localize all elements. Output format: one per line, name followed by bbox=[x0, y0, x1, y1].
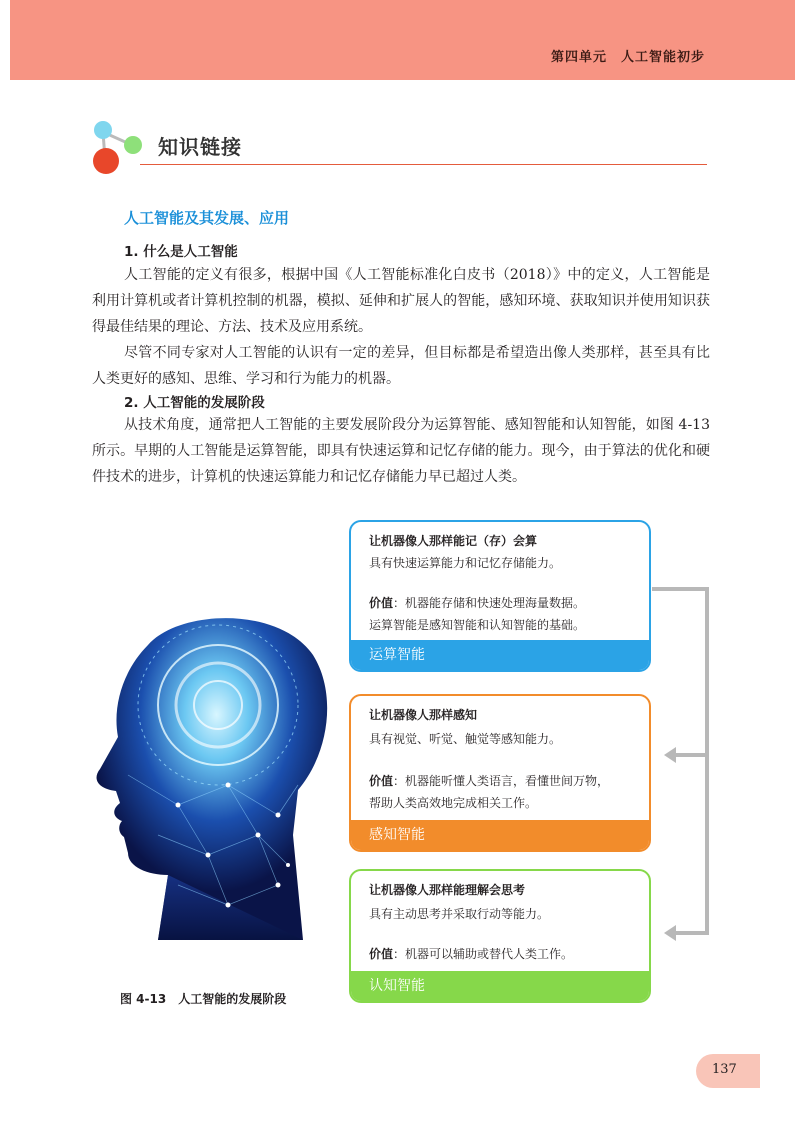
card-value-line-1 bbox=[369, 945, 573, 962]
value-text: ：机器能听懂人类语言，看懂世间万物， bbox=[393, 774, 610, 788]
card-title: 让机器像人那样能记（存）会算 bbox=[369, 534, 538, 548]
value-text: ：机器能存储和快速处理海量数据。 bbox=[393, 596, 586, 610]
knowledge-link-title: 知识链接 bbox=[158, 135, 242, 159]
card-description: 具有主动思考并采取行动等能力。 bbox=[369, 907, 550, 921]
subheading-stages: 2. 人工智能的发展阶段 bbox=[124, 395, 265, 411]
card-title: 让机器像人那样感知 bbox=[369, 708, 478, 722]
stage-card-perceptual bbox=[349, 694, 651, 852]
unit-title: 第四单元 人工智能初步 bbox=[550, 50, 705, 65]
subheading-what-is-ai: 1. 什么是人工智能 bbox=[124, 244, 238, 260]
card-description: 具有视觉、听觉、触觉等感知能力。 bbox=[369, 732, 562, 746]
ai-head-illustration bbox=[88, 605, 338, 945]
molecule-icon bbox=[88, 118, 152, 178]
paragraph-stages: 从技术角度，通常把人工智能的主要发展阶段分为运算智能、感知智能和认知智能，如图 4-13 所示。早期的人工智能是运算智能，即具有快速运算和记忆存储的能力。现今，由于算法的优化和硬件技术的进步，计算机的快速运算能力和记忆存储能力早已超过人类。 bbox=[92, 417, 710, 485]
card-value-line-2: 运算智能是感知智能和认知智能的基础。 bbox=[369, 618, 586, 632]
title-divider bbox=[140, 164, 707, 165]
progression-bracket bbox=[650, 575, 720, 945]
stage-label-computational: 运算智能 bbox=[351, 640, 649, 670]
page-number: 137 bbox=[712, 1062, 737, 1077]
paragraph-definition: 人工智能的定义有很多，根据中国《人工智能标准化白皮书（2018）》中的定义，人工智能是利用计算机或者计算机控制的机器，模拟、延伸和扩展人的智能，感知环境、获取知识并使用知识获得最佳结果的理论、方法、技术及应用系统。 bbox=[92, 267, 710, 335]
arrow-left-icon bbox=[664, 925, 676, 941]
card-value-line-1 bbox=[369, 772, 609, 789]
value-label: 价值 bbox=[369, 947, 394, 961]
paragraph-goal: 尽管不同专家对人工智能的认识有一定的差异，但目标都是希望造出像人类那样，甚至具有比人类更好的感知、思维、学习和行为能力的机器。 bbox=[92, 345, 710, 387]
card-value-line-2: 帮助人类高效地完成相关工作。 bbox=[369, 796, 538, 810]
value-label: 价值 bbox=[369, 596, 394, 610]
value-text: ：机器可以辅助或替代人类工作。 bbox=[393, 947, 574, 961]
section-title: 人工智能及其发展、应用 bbox=[124, 209, 290, 227]
card-description: 具有快速运算能力和记忆存储能力。 bbox=[369, 556, 562, 570]
card-title: 让机器像人那样能理解会思考 bbox=[369, 883, 526, 897]
stage-card-computational bbox=[349, 520, 651, 672]
arrow-left-icon bbox=[664, 747, 676, 763]
value-label: 价值 bbox=[369, 774, 394, 788]
stage-card-cognitive bbox=[349, 869, 651, 1003]
figure-caption: 图 4-13 人工智能的发展阶段 bbox=[120, 992, 287, 1006]
stage-label-cognitive: 认知智能 bbox=[351, 971, 649, 1001]
page-header bbox=[10, 0, 795, 80]
card-value-line-1 bbox=[369, 594, 585, 611]
stage-label-perceptual: 感知智能 bbox=[351, 820, 649, 850]
